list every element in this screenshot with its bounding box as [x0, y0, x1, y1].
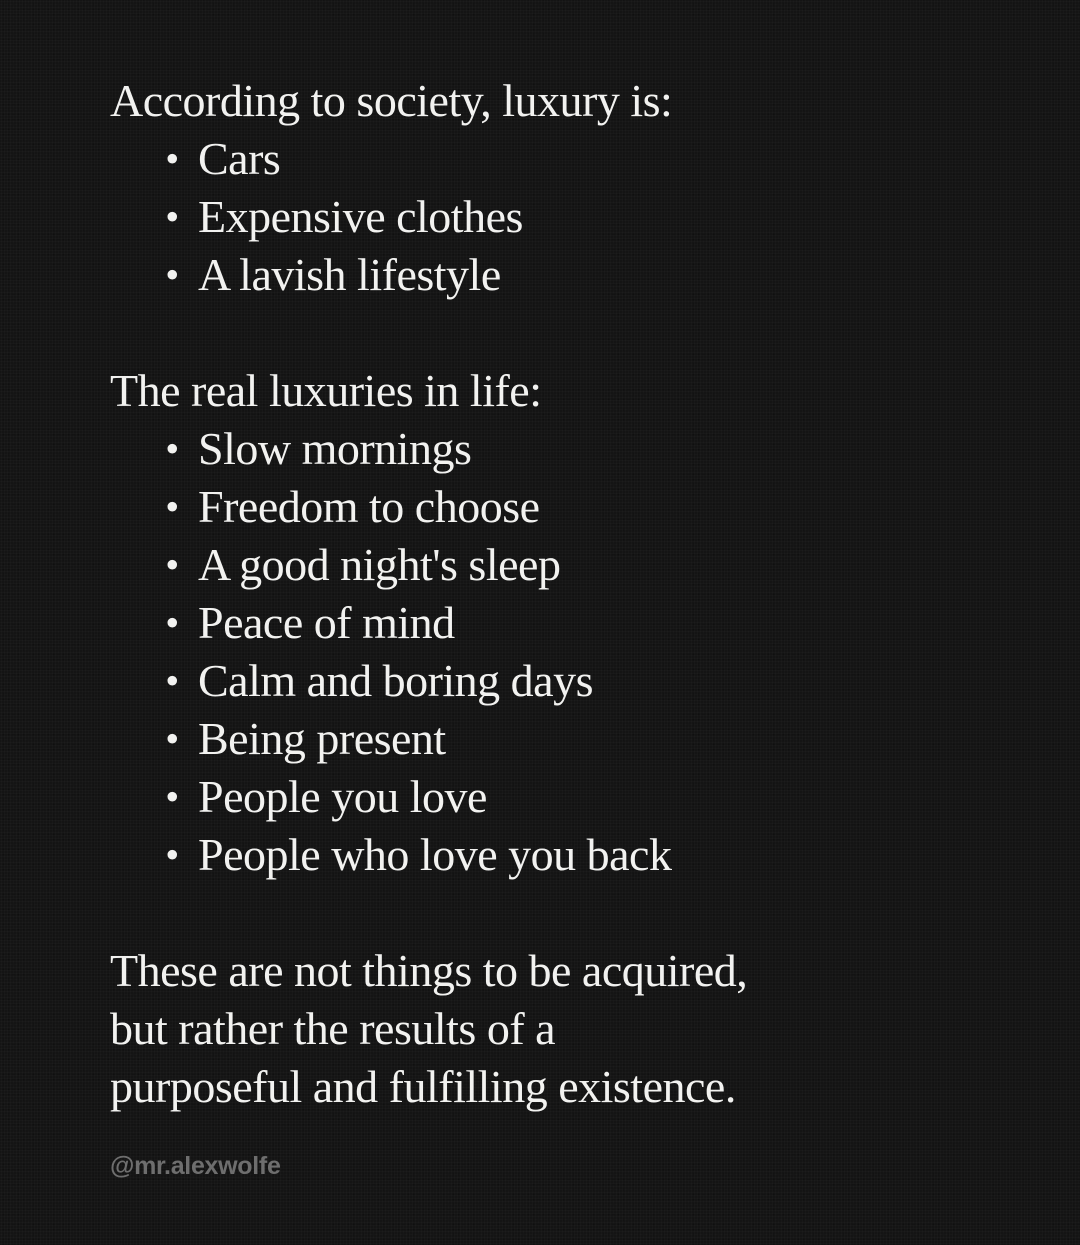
real-luxuries-heading: The real luxuries in life: — [110, 365, 542, 416]
list-item — [162, 652, 1010, 710]
bullet-icon: • — [165, 136, 179, 181]
list-item-text: Expensive clothes — [198, 191, 523, 242]
list-item-text: People who love you back — [198, 829, 672, 880]
bullet-icon: • — [165, 542, 179, 587]
bullet-icon: • — [165, 658, 179, 703]
closing-line: purposeful and fulfilling existence. — [110, 1061, 736, 1112]
bullet-icon: • — [165, 484, 179, 529]
bullet-icon: • — [165, 600, 179, 645]
list-item — [162, 594, 1010, 652]
list-item — [162, 188, 1010, 246]
society-luxury-heading: According to society, luxury is: — [110, 75, 673, 126]
list-item-text: Cars — [198, 133, 281, 184]
list-item-text: Slow mornings — [198, 423, 472, 474]
section-spacer — [110, 884, 1010, 942]
list-item — [162, 536, 1010, 594]
list-item-text: A good night's sleep — [198, 539, 561, 590]
quote-text-block — [110, 72, 1010, 1116]
bullet-icon: • — [165, 252, 179, 297]
list-item-text: Calm and boring days — [198, 655, 593, 706]
list-item-text: A lavish lifestyle — [198, 249, 501, 300]
real-luxuries-list — [110, 420, 1010, 884]
list-item-text: Peace of mind — [198, 597, 455, 648]
list-item — [162, 826, 1010, 884]
list-item — [162, 710, 1010, 768]
bullet-icon: • — [165, 832, 179, 877]
list-item — [162, 768, 1010, 826]
bullet-icon: • — [165, 774, 179, 819]
bullet-icon: • — [165, 716, 179, 761]
section-spacer — [110, 304, 1010, 362]
bullet-icon: • — [165, 194, 179, 239]
closing-paragraph — [110, 942, 890, 1116]
list-item — [162, 478, 1010, 536]
society-luxury-list — [110, 130, 1010, 304]
bullet-icon: • — [165, 426, 179, 471]
closing-line: These are not things to be acquired, — [110, 945, 748, 996]
list-item-text: People you love — [198, 771, 487, 822]
list-item — [162, 246, 1010, 304]
list-item-text: Freedom to choose — [198, 481, 540, 532]
closing-line: but rather the results of a — [110, 1003, 556, 1054]
list-item-text: Being present — [198, 713, 446, 764]
list-item — [162, 130, 1010, 188]
list-item — [162, 420, 1010, 478]
author-handle: @mr.alexwolfe — [110, 1152, 281, 1180]
